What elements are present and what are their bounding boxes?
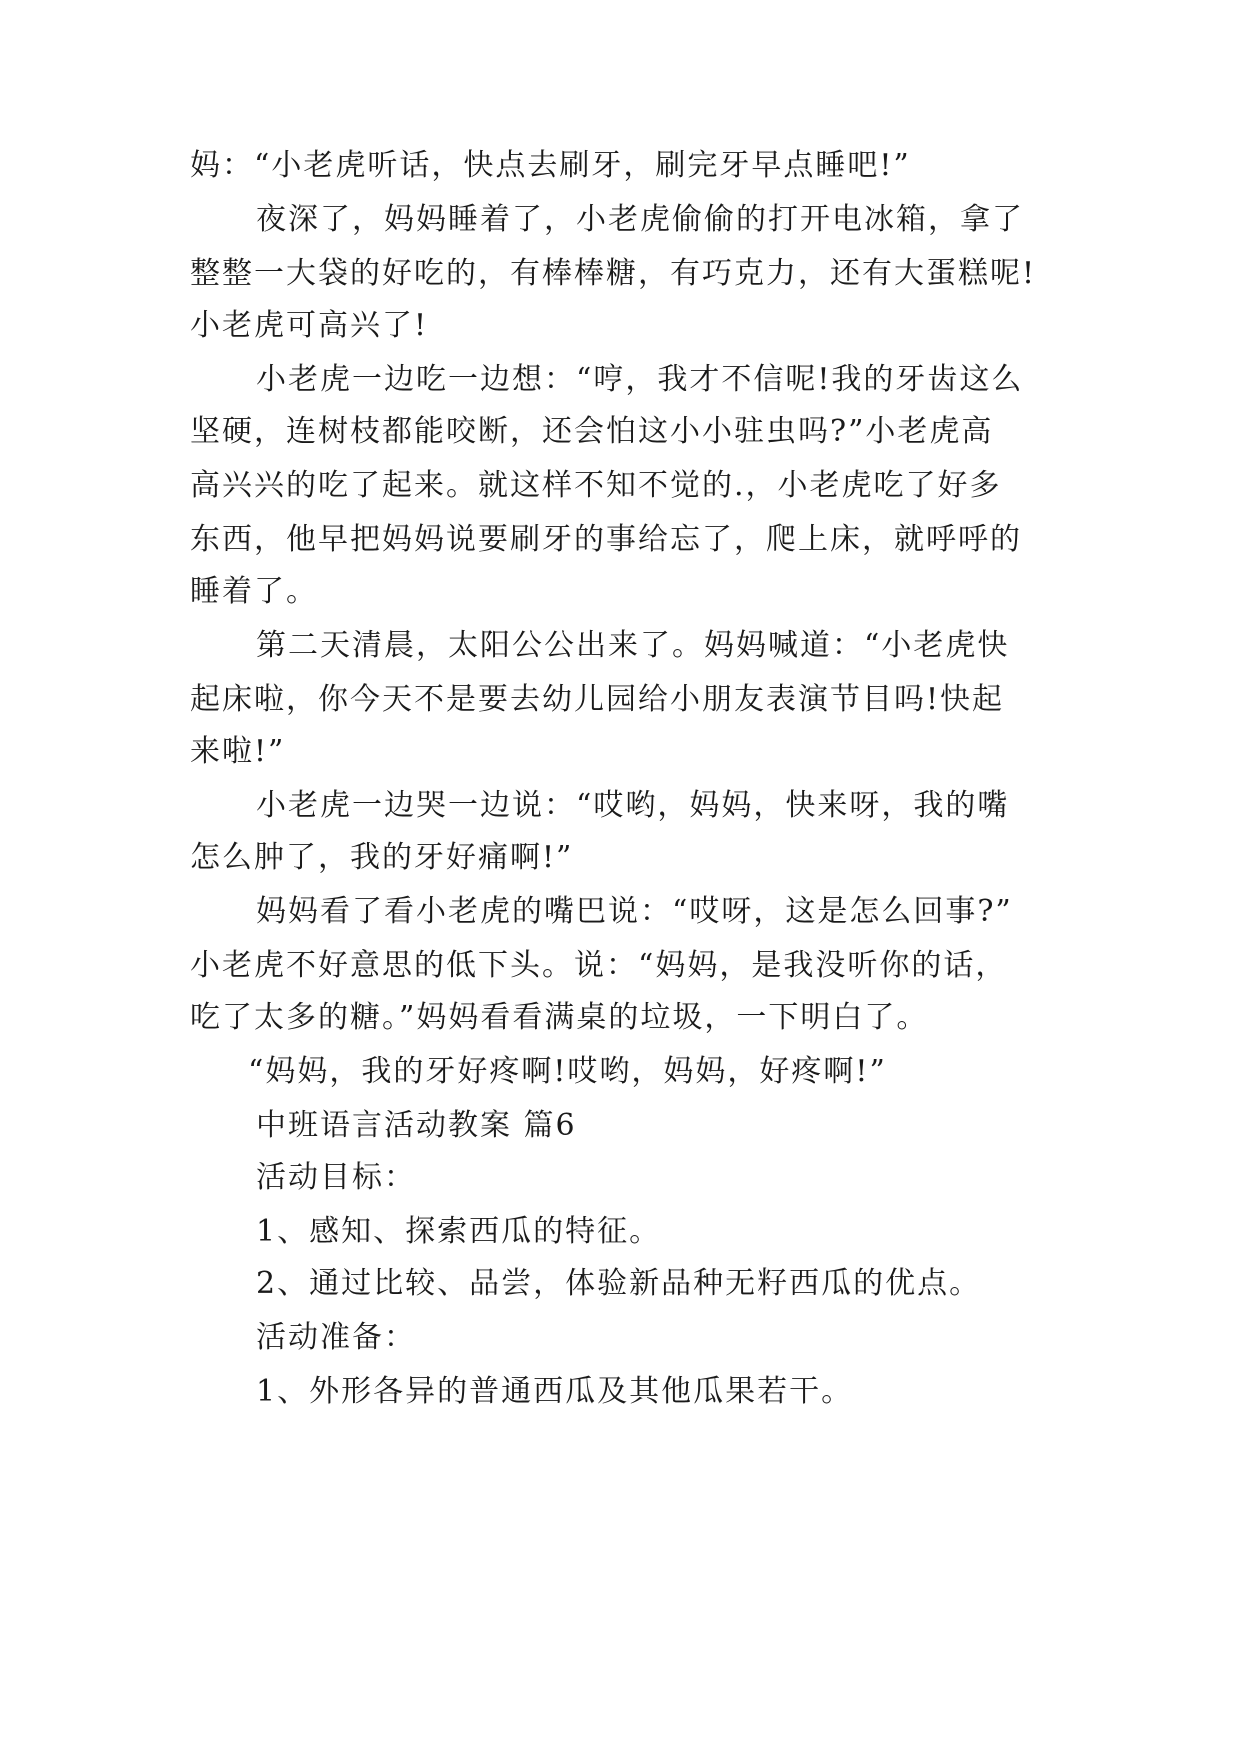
- text-line: 2、通过比较、品尝，体验新品种无籽西瓜的优点。: [256, 1266, 982, 1301]
- text-line: 吃了太多的糖。”妈妈看看满桌的垃圾，一下明白了。: [190, 1000, 929, 1035]
- text-line: 活动准备：: [256, 1320, 416, 1355]
- text-line: 起床啦，你今天不是要去幼儿园给小朋友表演节目吗!快起: [190, 682, 1005, 717]
- text-line: 妈：“小老虎听话，快点去刷牙，刷完牙早点睡吧!”: [190, 148, 911, 183]
- text-line: 整整一大袋的好吃的，有棒棒糖，有巧克力，还有大蛋糕呢!: [190, 256, 1037, 291]
- text-line: 怎么肿了，我的牙好痛啊!”: [190, 840, 574, 875]
- text-line: 1、外形各异的普通西瓜及其他瓜果若干。: [256, 1374, 854, 1409]
- text-line: 夜深了，妈妈睡着了，小老虎偷偷的打开电冰箱，拿了: [256, 202, 1024, 237]
- text-line: 妈妈看了看小老虎的嘴巴说：“哎呀，这是怎么回事?”: [256, 894, 1013, 929]
- text-line: 小老虎一边哭一边说：“哎哟，妈妈，快来呀，我的嘴: [256, 788, 1010, 823]
- text-line: 第二天清晨，太阳公公出来了。妈妈喊道：“小老虎快: [256, 628, 1010, 663]
- text-line: 坚硬，连树枝都能咬断，还会怕这小小驻虫吗?”小老虎高: [190, 414, 994, 449]
- text-line: 高兴兴的吃了起来。就这样不知不觉的.，小老虎吃了好多: [190, 468, 1002, 503]
- section-heading: 中班语言活动教案 篇6: [256, 1108, 577, 1143]
- text-line: 东西，他早把妈妈说要刷牙的事给忘了，爬上床，就呼呼的: [190, 522, 1022, 557]
- text-line: 来啦!”: [190, 734, 286, 769]
- text-line: 小老虎不好意思的低下头。说：“妈妈，是我没听你的话，: [190, 948, 1008, 983]
- text-line: 小老虎一边吃一边想：“哼，我才不信呢!我的牙齿这么: [256, 362, 1024, 397]
- text-line: 小老虎可高兴了!: [190, 308, 429, 343]
- text-line: 睡着了。: [190, 574, 318, 609]
- text-line: 活动目标：: [256, 1160, 416, 1195]
- text-line: “妈妈，我的牙好疼啊!哎哟，妈妈，好疼啊!”: [248, 1054, 887, 1089]
- text-line: 1、感知、探索西瓜的特征。: [256, 1214, 662, 1249]
